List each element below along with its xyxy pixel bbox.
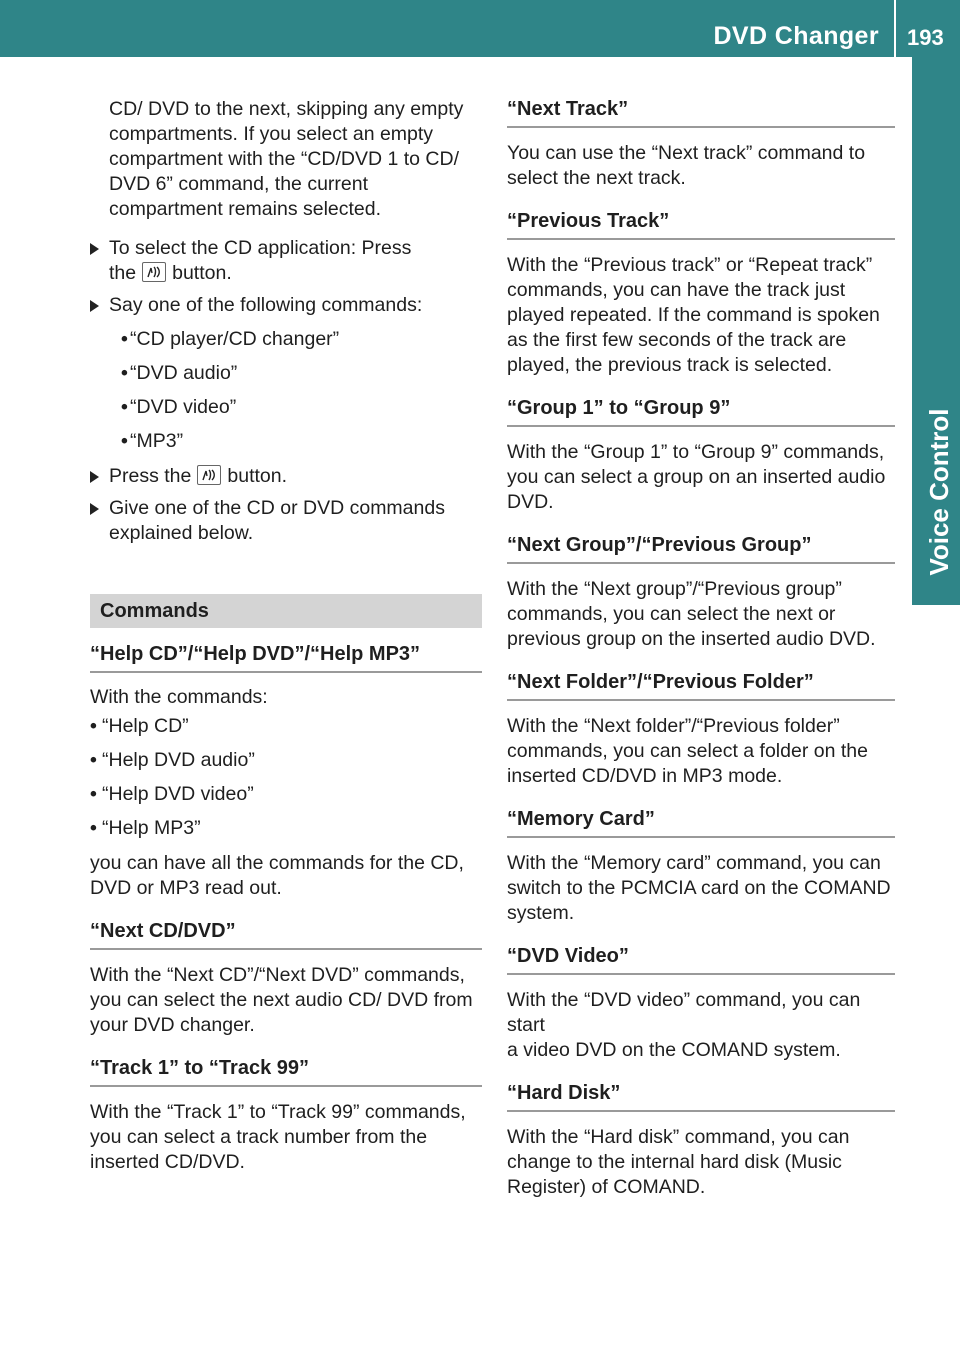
text-line: change to the internal hard disk (Music [507,1151,842,1173]
list-text: “Help DVD audio” [102,749,255,771]
voice-button-icon [197,465,221,485]
bullet-icon: • [90,715,97,737]
side-tab-label: Voice Control [924,408,954,576]
page-header [0,0,960,57]
text-line: With the “Group 1” to “Group 9” commands, [507,441,885,463]
section-heading: “Group 1” to “Group 9” [507,396,895,427]
text-line: commands, you can select a folder on the [507,740,868,762]
text-line [109,464,482,489]
text-line: With the “Track 1” to “Track 99” commands, [90,1101,466,1123]
text-line: compartment remains selected. [109,198,382,220]
text-line: With the “Previous track” or “Repeat track” [507,254,873,276]
text-line: a video DVD on the COMAND system. [507,1039,841,1061]
text-line: You can use the “Next track” command to [507,142,866,164]
bullet-icon: • [121,328,128,350]
text-line: previous group on the inserted audio DVD. [507,628,876,650]
step-arrow-icon [90,243,99,255]
text-line: switch to the PCMCIA card on the COMAND [507,877,891,899]
step-say-command [90,293,482,454]
list-item [109,327,482,352]
step-select-cd [90,236,482,286]
text-fragment: button. [227,465,288,487]
text-line: With the “DVD video” command, you can start [507,989,861,1036]
bullet-icon: • [90,817,97,839]
section-paragraph [507,141,895,191]
text-line: played, the previous track is selected. [507,354,833,376]
text-line: With the “Next group”/“Previous group” [507,578,842,600]
list-text: “Help DVD video” [102,783,254,805]
text-line: your DVD changer. [90,1014,255,1036]
text-line: commands, you can have the track just [507,279,846,301]
voice-button-icon [142,262,166,282]
text-line: compartments. If you select an empty [109,123,434,145]
step-arrow-icon [90,300,99,312]
help-heading: “Help CD”/“Help DVD”/“Help MP3” [90,642,482,673]
text-line: With the “Hard disk” command, you can [507,1126,850,1148]
text-line: system. [507,902,575,924]
text-line: With the “Next folder”/“Previous folder” [507,715,840,737]
text-line: DVD. [507,491,554,513]
list-text: “CD player/CD changer” [130,328,340,350]
step-arrow-icon [90,471,99,483]
help-outro [90,851,482,901]
step-press-button [90,464,482,489]
section-paragraph [507,440,895,515]
list-item [109,395,482,420]
list-text: “DVD audio” [130,362,238,384]
text-line: played repeated. If the command is spoken [507,304,880,326]
text-line: commands, you can select the next or [507,603,836,625]
section-paragraph [507,253,895,378]
text-line: With the “Next CD”/“Next DVD” commands, [90,964,465,986]
bullet-icon: • [90,749,97,771]
section-heading: “Hard Disk” [507,1081,895,1112]
section-paragraph [507,851,895,926]
text-fragment: button. [172,262,232,284]
list-item [90,714,482,739]
list-item [90,816,482,841]
section-heading: “Previous Track” [507,209,895,240]
side-tab [912,57,960,605]
text-line: To select the CD application: Press [109,237,412,259]
track-heading: “Track 1” to “Track 99” [90,1056,482,1087]
help-list [90,714,482,841]
list-item [109,361,482,386]
text-line: Register) of COMAND. [507,1176,706,1198]
right-column [507,97,895,1200]
text-line: you can select the next audio CD/ DVD from [90,989,473,1011]
page-number: 193 [907,25,944,50]
section-paragraph [507,1125,895,1200]
section-heading: “Memory Card” [507,807,895,838]
commands-section-header: Commands [90,594,482,628]
track-paragraph [90,1100,482,1175]
section-heading: “Next Group”/“Previous Group” [507,533,895,564]
text-line: DVD or MP3 read out. [90,877,282,899]
next-cd-heading: “Next CD/DVD” [90,919,482,950]
text-fragment: Press the [109,465,192,487]
text-line: you can have all the commands for the CD, [90,852,464,874]
chapter-title: DVD Changer [713,22,879,50]
section-heading: “DVD Video” [507,944,895,975]
text-line: With the commands: [90,686,268,708]
bullet-icon: • [90,783,97,805]
text-line: explained below. [109,522,254,544]
bullet-icon: • [121,362,128,384]
text-line: Give one of the CD or DVD commands [109,497,445,519]
section-heading: “Next Track” [507,97,895,128]
bullet-icon: • [121,430,128,452]
step-give-command [90,496,482,546]
list-text: “Help MP3” [102,817,201,839]
text-line [109,261,482,286]
text-line: CD/ DVD to the next, skipping any empty [109,98,464,120]
bullet-icon: • [121,396,128,418]
text-line: select the next track. [507,167,686,189]
text-line: With the “Memory card” command, you can [507,852,881,874]
next-cd-paragraph [90,963,482,1038]
text-line: inserted CD/DVD. [90,1151,245,1173]
section-paragraph [507,714,895,789]
section-paragraph [507,577,895,652]
text-line: you can select a group on an inserted audio [507,466,886,488]
text-fragment: the [109,262,137,284]
step-arrow-icon [90,503,99,515]
header-divider [894,0,896,57]
text-line: DVD 6” command, the current [109,173,369,195]
text-line: inserted CD/DVD in MP3 mode. [507,765,783,787]
intro-paragraph [109,97,482,222]
section-paragraph [507,988,895,1063]
left-column [90,97,482,1175]
text-line: as the first few seconds of the track are [507,329,847,351]
list-item [90,748,482,773]
list-text: “MP3” [130,430,184,452]
text-line: Say one of the following commands: [109,294,423,316]
text-line: compartment with the “CD/DVD 1 to CD/ [109,148,460,170]
list-item [109,429,482,454]
section-heading: “Next Folder”/“Previous Folder” [507,670,895,701]
text-line: you can select a track number from the [90,1126,428,1148]
list-text: “DVD video” [130,396,237,418]
list-item [90,782,482,807]
list-text: “Help CD” [102,715,189,737]
